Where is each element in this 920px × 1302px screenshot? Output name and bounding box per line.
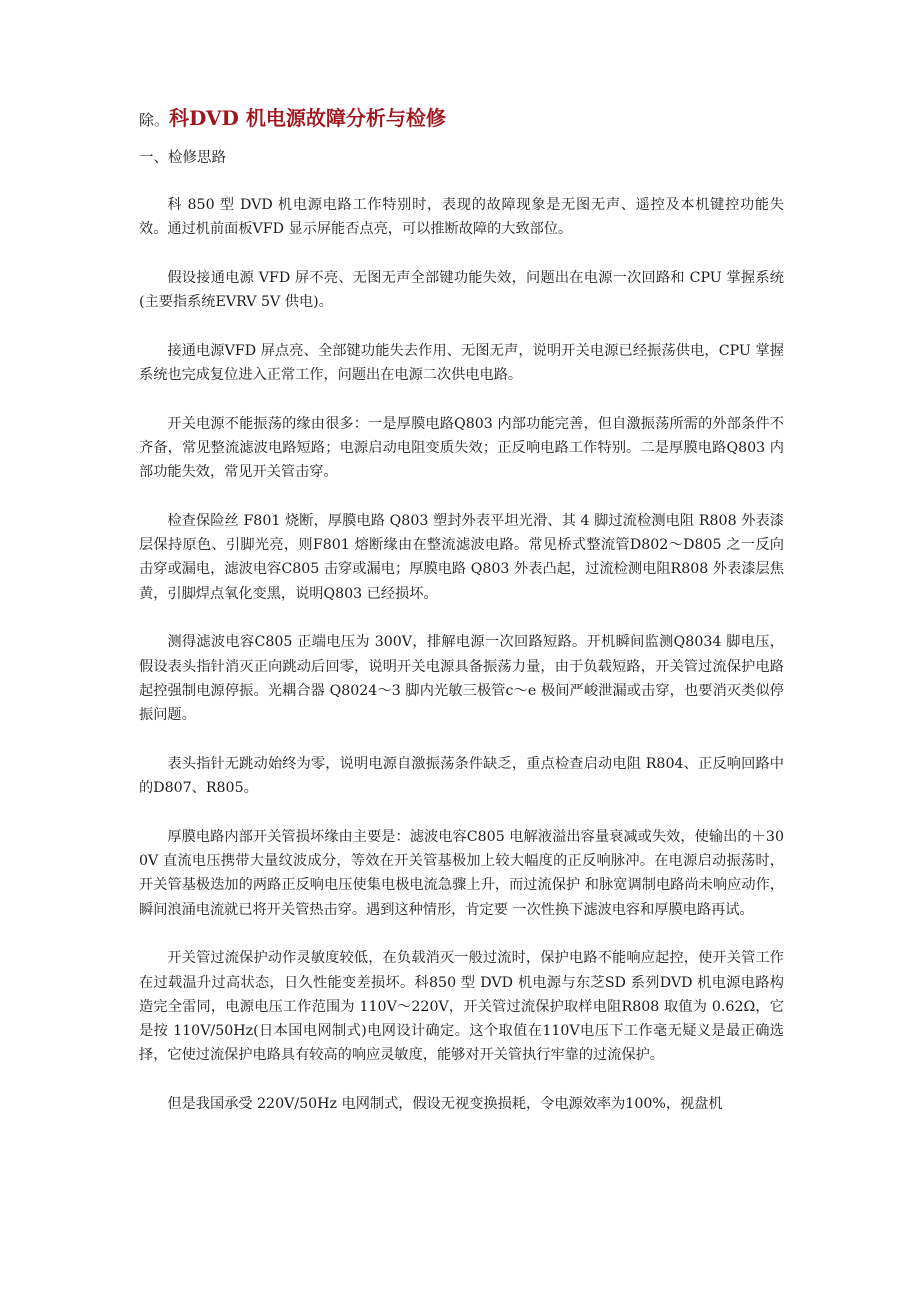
paragraph-7: 表头指针无跳动始终为零，说明电源自激振荡条件缺乏，重点检查启动电阻 R804、正反响回路中的D807、R805。	[139, 755, 784, 797]
paragraph-5: 检查保险丝 F801 烧断，厚膜电路 Q803 塑封外表平坦光滑、其 4 脚过流检测电阻 R808 外表漆层保持原色、引脚光亮，则F801 熔断缘由在整流滤波电路。常见桥式整流管D802～D805 之一反向击穿或漏电，滤波电容C805 击穿或漏电；厚膜电路 Q803 外表凸起，过流检测电阻R808 外表漆层焦黄，引脚焊点氧化变黑，说明Q803 已经损坏。	[139, 512, 784, 602]
paragraph-3: 接通电源VFD 屏点亮、全部键功能失去作用、无图无声，说明开关电源已经振荡供电，CPU 掌握系统也完成复位进入正常工作，问题出在电源二次供电电路。	[139, 342, 784, 384]
document-title	[139, 103, 446, 135]
paragraph-9: 开关管过流保护动作灵敏度较低，在负载消灭一般过流时，保护电路不能响应起控，使开关管工作在过载温升过高状态，日久性能变差损坏。科850 型 DVD 机电源与东芝SD 系列DVD 机电源电路构造完全雷同，电源电压工作范围为 110V～220V，开关管过流保护取样电阻R808 取值为 0.62Ω，它是按 110V/50Hz(日本国电网制式)电网设计确定。这个取值在110V电压下工作毫无疑义是最正确选择，它使过流保护电路具有较高的响应灵敏度，能够对开关管执行牢靠的过流保护。	[139, 950, 784, 1064]
title-main: 科DVD 机电源故障分析与检修	[169, 106, 446, 130]
document-body	[139, 193, 784, 1141]
title-prefix: 除。	[139, 111, 170, 129]
section-heading: 一、检修思路	[139, 150, 226, 166]
paragraph-10: 但是我国承受 220V/50Hz 电网制式，假设无视变换损耗，令电源效率为100%，视盘机	[167, 1095, 723, 1112]
paragraph-2: 假设接通电源 VFD 屏不亮、无图无声全部键功能失效，问题出在电源一次回路和 CPU 掌握系统(主要指系统EVRV 5V 供电)。	[139, 269, 784, 311]
paragraph-6: 测得滤波电容C805 正端电压为 300V，排解电源一次回路短路。开机瞬间监测Q8034 脚电压，假设表头指针消灭正向跳动后回零，说明开关电源具备振荡力量，由于负载短路，开关管过流保护电路起控强制电源停振。光耦合器 Q8024～3 脚内光敏三极管c～e 极间严峻泄漏或击穿，也要消灭类似停振问题。	[139, 634, 784, 724]
paragraph-4: 开关电源不能振荡的缘由很多：一是厚膜电路Q803 内部功能完善，但自激振荡所需的外部条件不齐备，常见整流滤波电路短路；电源启动电阻变质失效；正反响电路工作特别。二是厚膜电路Q803 内部功能失效，常见开关管击穿。	[139, 415, 784, 481]
paragraph-1: 科 850 型 DVD 机电源电路工作特别时，表现的故障现象是无图无声、遥控及本机键控功能失效。通过机前面板VFD 显示屏能否点亮，可以推断故障的大致部位。	[139, 197, 784, 238]
paragraph-8: 厚膜电路内部开关管损坏缘由主要是：滤波电容C805 电解液溢出容量衰减或失效，使输出的＋300V 直流电压携带大量纹波成分，等效在开关管基极加上较大幅度的正反响脉冲。在电源启动振荡时，开关管基极迭加的两路正反响电压使集电极电流急骤上升，而过流保护 和脉宽调制电路尚未响应动作，瞬间浪涌电流就已将开关管热击穿。遇到这种情形，肯定要 一次性换下滤波电容和厚膜电路再试。	[139, 828, 784, 918]
